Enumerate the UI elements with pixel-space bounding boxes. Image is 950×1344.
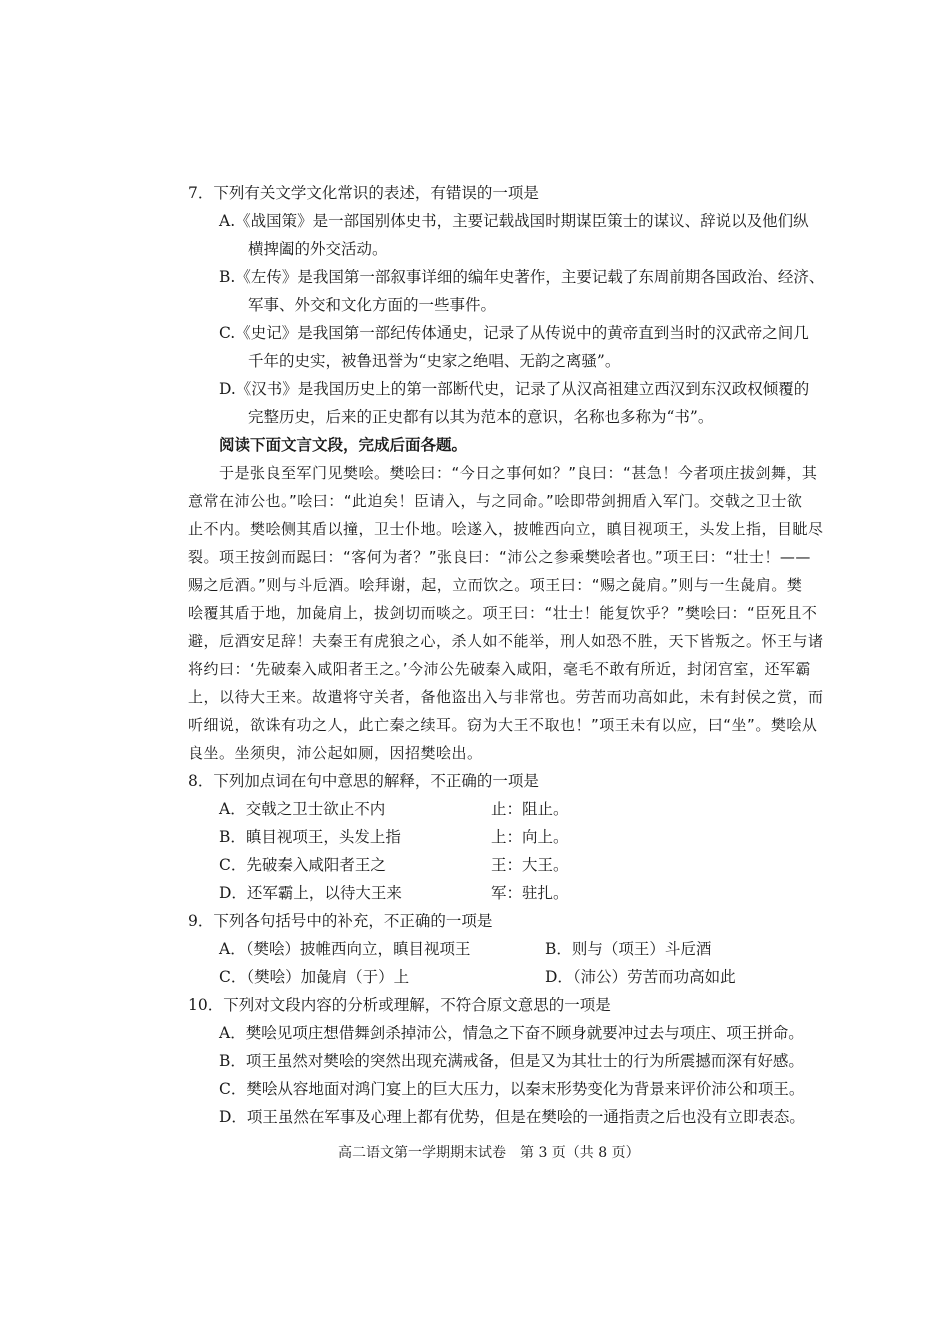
- reading-instruction: 阅读下面文言文段，完成后面各题。: [219, 435, 468, 454]
- page-footer: 高二语文第一学期期末试卷 第 3 页（共 8 页）: [338, 1145, 640, 1161]
- q8-option-a-meaning: 止：阻止。: [491, 800, 569, 818]
- q9-stem: 9．下列各句括号中的补充，不正确的一项是: [188, 912, 493, 930]
- q8-option-a-sentence: A．交戟之卫士欲止不内: [219, 800, 386, 818]
- passage-line: 哙覆其盾于地，加彘肩上，拔剑切而啖之。项王曰：“壮士！能复饮乎？”樊哙曰：“臣死且不: [188, 604, 818, 622]
- passage-line: 裂。项王按剑而跽曰：“客何为者？”张良曰：“沛公之参乘樊哙者也。”项王曰：“壮士！——: [188, 548, 811, 566]
- passage-line: 止不内。樊哙侧其盾以撞，卫士仆地。哙遂入，披帷西向立，瞋目视项王，头发上指，目眦尽: [188, 520, 824, 538]
- q10-option-d: D．项王虽然在军事及心理上都有优势，但是在樊哙的一通指责之后也没有立即表态。: [219, 1108, 805, 1126]
- q7-option-d-line2: 完整历史，后来的正史都有以其为范本的意识，名称也多称为“书”。: [248, 408, 714, 426]
- q7-option-c-line2: 千年的史实，被鲁迅誉为“史家之绝唱、无韵之离骚”。: [248, 352, 621, 370]
- q10-option-b: B．项王虽然对樊哙的突然出现充满戒备，但是又为其壮士的行为所震撼而深有好感。: [219, 1052, 804, 1070]
- q9-option-c: C．（樊哙）加彘肩（于）上: [219, 968, 410, 986]
- passage-line: 意常在沛公也。”哙曰：“此迫矣！臣请入，与之同命。”哙即带剑拥盾入军门。交戟之卫士欲: [188, 492, 803, 510]
- q7-stem: 7．下列有关文学文化常识的表述，有错误的一项是: [188, 184, 539, 202]
- q9-option-d: D．（沛公）劳苦而功高如此: [545, 968, 736, 986]
- q8-option-d-meaning: 军：驻扎。: [491, 884, 569, 902]
- q10-stem: 10．下列对文段内容的分析或理解，不符合原文意思的一项是: [188, 996, 611, 1014]
- q8-option-b-sentence: B．瞋目视项王，头发上指: [219, 828, 401, 846]
- q8-stem: 8．下列加点词在句中意思的解释，不正确的一项是: [188, 772, 539, 790]
- q7-option-d-line1: D.《汉书》是我国历史上的第一部断代史，记录了从汉高祖建立西汉到东汉政权倾覆的: [219, 380, 810, 398]
- q10-option-a: A．樊哙见项庄想借舞剑杀掉沛公，情急之下奋不顾身就要冲过去与项庄、项王拼命。: [219, 1024, 804, 1042]
- q9-option-a: A．（樊哙）披帷西向立，瞋目视项王: [219, 940, 471, 958]
- passage-line: 听细说，欲诛有功之人，此亡秦之续耳。窃为大王不取也！”项王未有以应，曰“坐”。樊哙从: [188, 716, 818, 734]
- passage-line: 上，以待大王来。故遣将守关者，备他盗出入与非常也。劳苦而功高如此，未有封侯之赏，而: [188, 688, 824, 706]
- q8-option-d-sentence: D．还军霸上，以待大王来: [219, 884, 402, 902]
- passage-line: 良坐。坐须臾，沛公起如厕，因招樊哙出。: [188, 744, 483, 762]
- q7-option-b-line2: 军事、外交和文化方面的一些事件。: [248, 296, 497, 314]
- q7-option-c-line1: C.《史记》是我国第一部纪传体通史，记录了从传说中的黄帝直到当时的汉武帝之间几: [219, 324, 809, 342]
- passage-line: 赐之卮酒。”则与斗卮酒。哙拜谢，起，立而饮之。项王曰：“赐之彘肩。”则与一生彘肩。樊: [188, 576, 803, 594]
- q8-option-c-sentence: C．先破秦入咸阳者王之: [219, 856, 386, 874]
- passage-line: 将约曰：‘先破秦入咸阳者王之。’今沛公先破秦入咸阳，毫毛不敢有所近，封闭宫室，还军霸: [188, 660, 812, 678]
- q9-option-b: B．则与（项王）斗卮酒: [545, 940, 712, 958]
- q7-option-b-line1: B.《左传》是我国第一部叙事详细的编年史著作，主要记载了东周前期各国政治、经济、: [219, 268, 825, 286]
- q7-option-a-line2: 横捭阖的外交活动。: [248, 240, 388, 258]
- q10-option-c: C．樊哙从容地面对鸿门宴上的巨大压力，以秦末形势变化为背景来评价沛公和项王。: [219, 1080, 805, 1098]
- q8-option-c-meaning: 王：大王。: [491, 856, 569, 874]
- q8-option-b-meaning: 上：向上。: [491, 828, 569, 846]
- q7-option-a-line1: A.《战国策》是一部国别体史书，主要记载战国时期谋臣策士的谋议、辞说以及他们纵: [219, 212, 809, 230]
- passage-line: 避，卮酒安足辞！夫秦王有虎狼之心，杀人如不能举，刑人如恐不胜，天下皆叛之。怀王与诸: [188, 632, 824, 650]
- passage-line: 于是张良至军门见樊哙。樊哙曰：“今日之事何如？”良曰：“甚急！今者项庄拔剑舞，其: [219, 464, 818, 482]
